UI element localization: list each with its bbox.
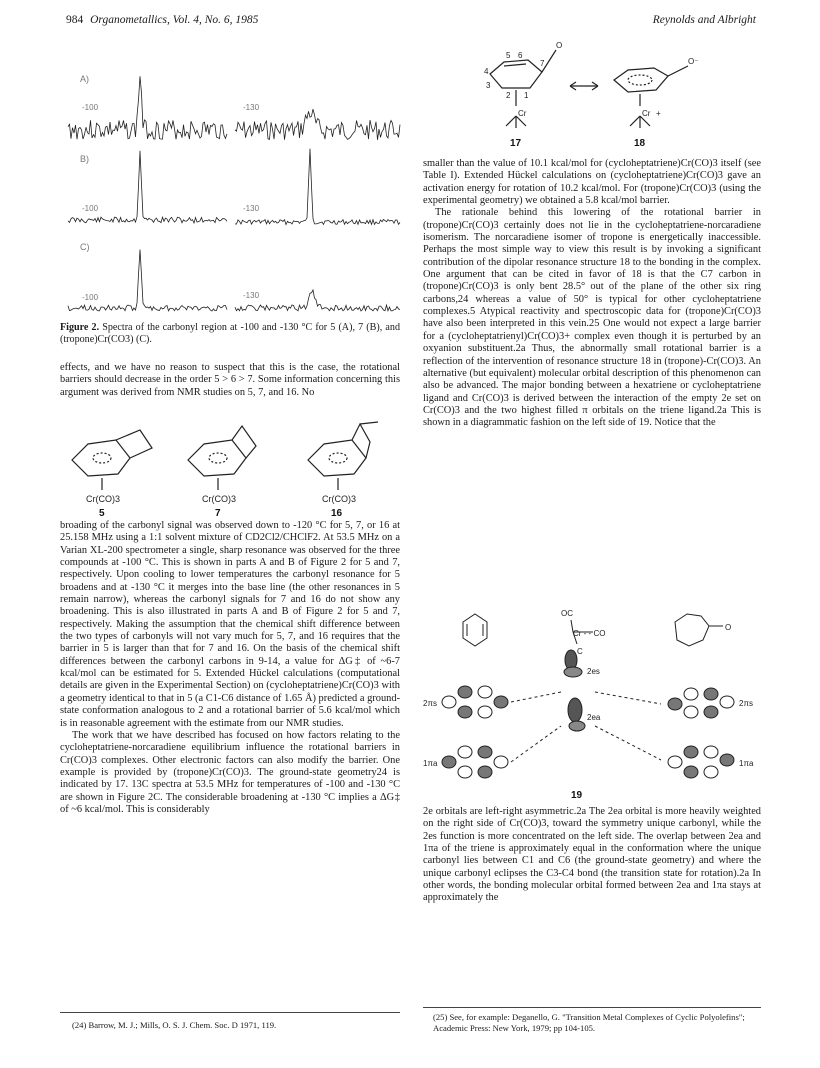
- compound-number-5: 5: [99, 508, 105, 519]
- structures-17-18: [470, 36, 750, 152]
- label-2pis-right: 2πs: [739, 699, 753, 708]
- compound-number-18: 18: [634, 138, 646, 149]
- running-header-left: [66, 14, 258, 26]
- compound-number-7: 7: [215, 508, 221, 519]
- s17-num4: 4: [484, 67, 489, 76]
- running-header-authors: Reynolds and Albright: [652, 14, 756, 26]
- s17-num3: 3: [486, 81, 491, 90]
- panel-a-label: A): [80, 74, 89, 84]
- s17-cr: Cr: [518, 109, 527, 118]
- figure-2-caption: [60, 322, 400, 346]
- temp-a1: -100: [82, 103, 99, 112]
- structures-5-7-16: [60, 420, 405, 520]
- temp-c1: -100: [82, 293, 99, 302]
- s17-num6: 6: [518, 51, 523, 60]
- figure-2-caption-label: Figure 2.: [60, 322, 100, 333]
- temp-b2: -130: [243, 204, 260, 213]
- spectrum-c-minus130: [235, 290, 400, 311]
- temp-b1: -100: [82, 204, 99, 213]
- s18-o-minus: O⁻: [688, 57, 699, 66]
- right-p3-text: 2e orbitals are left-right asymmetric.2a The 2ea orbital is more heavily weighted on the right side of Cr(CO)3, toward the symmetry unique carbonyl, while the 2es function is more concentrated on the left side. The overlap between 2ea and 1πa of the triene is approximately equal in the conformation where the unique carbonyl lies between C1 and C6 (the ground-state geometry) and where the unique carbonyl eclipses the C3-C4 bond (the transition state for rotation).2a In other words, the bonding molecular orbital formed between 2ea and 1πa stays at approximately the: [423, 806, 761, 904]
- s17-num2: 2: [506, 91, 511, 100]
- s17-num5: 5: [506, 51, 511, 60]
- s17-num7: 7: [540, 59, 545, 68]
- s17-o: O: [556, 41, 563, 50]
- right-p2-text: The rationale behind this lowering of the rotational barrier in (tropone)Cr(CO)3 certainly does not lie in the cycloheptatriene-norcaradiene isomerism. The norcaradiene isomer of tropone is energetically inaccessible. Perhaps the most simple way to view this result is by invoking a significant contribution of the dipolar resonance structure 18 to the bonding in the complex. One argument that can be cited in favor of 18 is that the C7 carbon in (tropone)Cr(CO)3 is only bent 28.5° out of the plane of the other six ring carbons,24 whereas a value of 50° is typical for other cycloheptatriene complexes.5 Atypical reactivity and spectroscopic data for (tropone)Cr(CO)3 have also been interpreted in this vein.25 One would not expect a large barrier for a (cycloheptatrienyl)Cr(CO)3+ complex even though it is perturbed by an oxyanion substituent.2a Thus, the abnormally small rotational barrier is a reflection of the intervention of resonance structure 18 in (tropone)-Cr(CO)3. An alternative (but equivalent) molecular orbital description of this phenomenon can also be advanced. The major bonding between a hexatriene or cycloheptatriene ligand and Cr(CO)3 is derived between the interaction of the empty 2e set on Cr(CO)3 and the two highest filled π orbitals on the triene ligand.2a This is shown in a diagrammatic fashion on the left side of 19. Notice that the: [423, 207, 761, 429]
- temp-a2: -130: [243, 103, 260, 112]
- left-footnote-rule: [60, 1012, 400, 1013]
- label-o: O: [725, 623, 732, 632]
- journal-citation: Organometallics, Vol. 4, No. 6, 1985: [90, 14, 259, 26]
- label-1pia-right: 1πa: [739, 759, 754, 768]
- label-1pia-left: 1πa: [423, 759, 438, 768]
- temp-c2: -130: [243, 291, 260, 300]
- page-number: 984: [66, 14, 84, 26]
- s18-cr: Cr: [642, 109, 651, 118]
- s18-plus: +: [656, 109, 661, 118]
- label-oc: OC: [561, 609, 573, 618]
- label-c: C: [577, 647, 583, 656]
- compound-number-19: 19: [571, 790, 583, 801]
- panel-c-label: C): [80, 242, 90, 252]
- label-cr-co: Cr - - CO: [573, 629, 606, 638]
- structure-16-metal: Cr(CO)3: [322, 494, 356, 504]
- figure-2-caption-text: Spectra of the carbonyl region at -100 and -130 °C for 5 (A), 7 (B), and (tropone)Cr(CO3) (C).: [60, 322, 400, 346]
- left-p1-text: effects, and we have no reason to suspect that this is the case, the rotational barriers should decrease in the order 5 > 6 > 7. Some information concerning this argument was derived from NMR studies on 5, 7, and 16. No: [60, 362, 400, 398]
- right-paragraph-3: [423, 806, 761, 905]
- panel-b-label: B): [80, 154, 89, 164]
- left-paragraph-2: [60, 520, 400, 816]
- left-paragraph-1: [60, 362, 400, 399]
- label-2es: 2es: [587, 667, 600, 676]
- footnote-25: (25) See, for example: Deganello, G. "Transition Metal Complexes of Cyclic Polyolefins"; Academic Press: New York, 1979; pp 104-105.: [433, 1012, 745, 1033]
- s17-num1: 1: [524, 91, 529, 100]
- footnote-24: (24) Barrow, M. J.; Mills, O. S. J. Chem. Soc. D 1971, 119.: [72, 1020, 277, 1030]
- compound-number-17: 17: [510, 138, 522, 149]
- right-p1-text: smaller than the value of 10.1 kcal/mol for (cycloheptatriene)Cr(CO)3 itself (see Table I). Extended Hückel calculations on (cycloheptatriene)Cr(CO)3 gave an activation energy for rotation of 10.2 kcal/mol. For (tropone)Cr(CO)3 (using the experimental geometry) we obtained a 5.8 kcal/mol barrier.: [423, 158, 761, 207]
- spectrum-a-minus130: [235, 109, 400, 140]
- structure-5-metal: Cr(CO)3: [86, 494, 120, 504]
- label-2pis-left: 2πs: [423, 699, 437, 708]
- spectrum-b-minus130: [235, 149, 400, 225]
- left-p2-text: broading of the carbonyl signal was observed down to -120 °C for 5, 7, or 16 at 25.158 MHz using a 1:1 solvent mixture of CD2Cl2/CHClF2. At 53.5 MHz on a Varian XL-200 spectrometer a single, sharp resonance was observed for the three compounds at -100 °C. This is shown in parts A and B of Figure 2 for 5 and 7, respectively. Upon cooling to lower temperatures the carbonyl resonance for 5 broadens and at -130 °C it merges into the base line (the other resonances in 5 remain narrow), whereas the carbonyl signals for 7 and 16 do not show any broadening. This is also illustrated in parts A and B of Figure 2 for 5 and 7, respectively. Making the assumption that the chemical shift difference between the two types of carbonyls will not vary much for 5, 7, and 16 requires that the barrier in 5 is larger than that for 7 and 16. On the basis of the chemical shift differences between the carbonyl carbons in 9-14, a value for ΔG‡ of ~6-7 kcal/mol can be estimated for 5. Extended Hückel calculations (computational details are given in the Experimental Section) on (cycloheptatriene)Cr(CO)3 with a geometry identical to that in 5 (a C1-C6 distance of 1.65 Å) predicted a ground-state conformation analogous to 2 and a rotational barrier of 5.6 kcal/mol which is in reasonable agreement with the estimate from our NMR studies.: [60, 520, 400, 729]
- right-paragraph-1: [423, 158, 761, 430]
- left-p3-text: The work that we have described has focused on how factors relating to the cycloheptatriene-norcaradiene equilibrium influence the rotational barriers in Cr(CO)3 complexes. Other electronic factors can also modify the barrier. One example is provided by (tropone)Cr(CO)3. The ground-state geometry24 is indicated by 17. 13C spectra at 53.5 MHz for temperatures of -100 and -130 °C are shown in Figure 2C. The considerable broadening at -130 °C implies a ΔG‡ of ~6 kcal/mol. This is considerably: [60, 729, 400, 815]
- compound-number-16: 16: [331, 508, 343, 519]
- structure-7-metal: Cr(CO)3: [202, 494, 236, 504]
- figure-2-spectra: [60, 40, 405, 322]
- label-2ea: 2ea: [587, 713, 601, 722]
- right-footnote-rule: [423, 1007, 761, 1008]
- diagram-19-orbital-interaction: [423, 592, 763, 804]
